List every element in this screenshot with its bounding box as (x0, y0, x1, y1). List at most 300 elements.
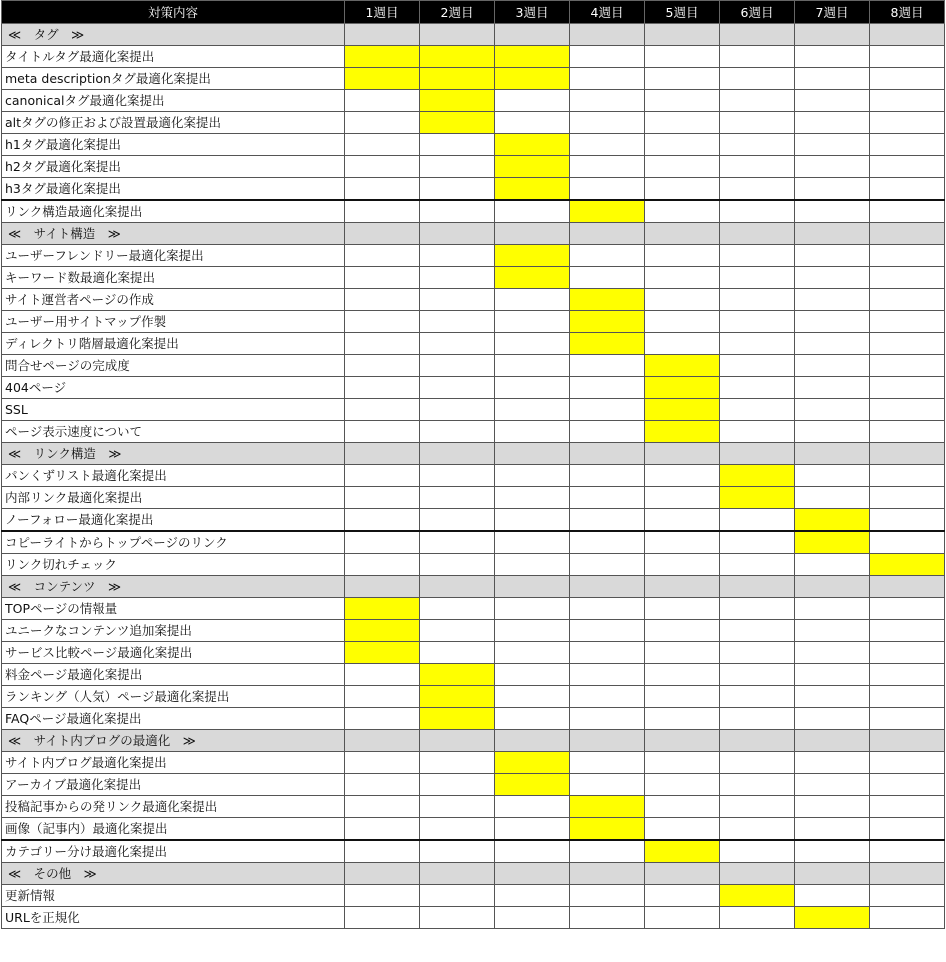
week-cell (645, 112, 720, 134)
task-label: パンくずリスト最適化案提出 (2, 465, 345, 487)
scheduled-week-cell (720, 487, 795, 509)
section-row (2, 576, 945, 598)
section-label: ≪ サイト内ブログの最適化 ≫ (2, 730, 345, 752)
task-row (2, 200, 945, 223)
week-cell (870, 642, 945, 664)
week-cell (870, 421, 945, 443)
week-cell (720, 377, 795, 399)
week-cell (870, 620, 945, 642)
scheduled-week-cell (645, 840, 720, 863)
week-cell (495, 686, 570, 708)
week-cell (420, 487, 495, 509)
week-cell (720, 509, 795, 532)
week-cell (570, 465, 645, 487)
week-cell (870, 134, 945, 156)
week-cell (495, 200, 570, 223)
week-cell (645, 863, 720, 885)
week-cell (645, 245, 720, 267)
task-row (2, 267, 945, 289)
task-row (2, 355, 945, 377)
week-cell (345, 531, 420, 554)
week-cell (420, 156, 495, 178)
task-label: URLを正規化 (2, 907, 345, 929)
week-cell (420, 399, 495, 421)
week-cell (795, 642, 870, 664)
scheduled-week-cell (795, 907, 870, 929)
week-cell (720, 112, 795, 134)
week-cell (870, 112, 945, 134)
task-row (2, 642, 945, 664)
task-label: 内部リンク最適化案提出 (2, 487, 345, 509)
week-cell (645, 686, 720, 708)
scheduled-week-cell (420, 68, 495, 90)
week-cell (570, 443, 645, 465)
task-label: 料金ページ最適化案提出 (2, 664, 345, 686)
week-cell (345, 774, 420, 796)
week-cell (570, 509, 645, 532)
week-cell (645, 267, 720, 289)
scheduled-week-cell (570, 311, 645, 333)
task-row (2, 818, 945, 841)
week-cell (645, 46, 720, 68)
week-cell (795, 576, 870, 598)
section-label: ≪ コンテンツ ≫ (2, 576, 345, 598)
task-row (2, 333, 945, 355)
week-cell (345, 134, 420, 156)
week-cell (795, 289, 870, 311)
week-cell (720, 554, 795, 576)
week-cell (420, 443, 495, 465)
week-cell (720, 134, 795, 156)
week-cell (495, 863, 570, 885)
week-cell (645, 642, 720, 664)
week-cell (495, 708, 570, 730)
task-label: SSL (2, 399, 345, 421)
task-label: サービス比較ページ最適化案提出 (2, 642, 345, 664)
week-cell (420, 554, 495, 576)
week-cell (570, 377, 645, 399)
week-cell (645, 333, 720, 355)
scheduled-week-cell (645, 399, 720, 421)
week-cell (570, 156, 645, 178)
week-cell (870, 509, 945, 532)
week-cell (570, 46, 645, 68)
week-cell (495, 487, 570, 509)
week-cell (795, 686, 870, 708)
week-cell (795, 355, 870, 377)
task-label: ユーザー用サイトマップ作製 (2, 311, 345, 333)
week-cell (795, 796, 870, 818)
task-row (2, 774, 945, 796)
week-cell (870, 907, 945, 929)
week-cell (870, 355, 945, 377)
week-cell (645, 885, 720, 907)
week-cell (645, 664, 720, 686)
week-cell (720, 200, 795, 223)
week-cell (870, 289, 945, 311)
week-cell (570, 68, 645, 90)
week-cell (345, 289, 420, 311)
week-cell (495, 664, 570, 686)
week-cell (345, 223, 420, 245)
week-cell (570, 686, 645, 708)
task-label: リンク構造最適化案提出 (2, 200, 345, 223)
week-cell (420, 796, 495, 818)
week-cell (420, 421, 495, 443)
week-cell (345, 708, 420, 730)
task-label: TOPページの情報量 (2, 598, 345, 620)
week-cell (720, 311, 795, 333)
header-week-2: 2週目 (420, 1, 495, 24)
week-cell (345, 796, 420, 818)
week-cell (720, 333, 795, 355)
week-cell (870, 752, 945, 774)
week-cell (495, 421, 570, 443)
week-cell (795, 620, 870, 642)
schedule-body (2, 24, 945, 929)
week-cell (495, 443, 570, 465)
scheduled-week-cell (570, 796, 645, 818)
week-cell (795, 46, 870, 68)
week-cell (645, 554, 720, 576)
task-label: 画像（記事内）最適化案提出 (2, 818, 345, 841)
scheduled-week-cell (795, 531, 870, 554)
week-cell (345, 267, 420, 289)
week-cell (870, 178, 945, 201)
week-cell (870, 686, 945, 708)
week-cell (645, 223, 720, 245)
task-label: タイトルタグ最適化案提出 (2, 46, 345, 68)
week-cell (720, 620, 795, 642)
week-cell (345, 907, 420, 929)
week-cell (570, 90, 645, 112)
header-week-7: 7週目 (795, 1, 870, 24)
week-cell (645, 24, 720, 46)
week-cell (420, 289, 495, 311)
week-cell (645, 818, 720, 841)
week-cell (495, 642, 570, 664)
week-cell (345, 24, 420, 46)
week-cell (420, 598, 495, 620)
week-cell (495, 840, 570, 863)
week-cell (345, 112, 420, 134)
week-cell (420, 752, 495, 774)
week-cell (570, 531, 645, 554)
task-label: ページ表示速度について (2, 421, 345, 443)
week-cell (795, 465, 870, 487)
scheduled-week-cell (870, 554, 945, 576)
week-cell (870, 818, 945, 841)
week-cell (420, 465, 495, 487)
task-label: ディレクトリ階層最適化案提出 (2, 333, 345, 355)
week-cell (795, 156, 870, 178)
scheduled-week-cell (420, 46, 495, 68)
week-cell (495, 333, 570, 355)
week-cell (870, 333, 945, 355)
week-cell (720, 840, 795, 863)
task-row (2, 90, 945, 112)
week-cell (795, 840, 870, 863)
week-cell (345, 752, 420, 774)
week-cell (795, 399, 870, 421)
week-cell (420, 267, 495, 289)
week-cell (345, 730, 420, 752)
header-week-6: 6週目 (720, 1, 795, 24)
week-cell (570, 355, 645, 377)
week-cell (645, 576, 720, 598)
week-cell (420, 642, 495, 664)
task-label: アーカイブ最適化案提出 (2, 774, 345, 796)
week-cell (495, 885, 570, 907)
week-cell (720, 907, 795, 929)
week-cell (345, 200, 420, 223)
week-cell (720, 245, 795, 267)
week-cell (570, 752, 645, 774)
week-cell (645, 509, 720, 532)
week-cell (870, 598, 945, 620)
week-cell (870, 90, 945, 112)
week-cell (720, 531, 795, 554)
scheduled-week-cell (420, 112, 495, 134)
scheduled-week-cell (495, 267, 570, 289)
week-cell (570, 730, 645, 752)
task-row (2, 156, 945, 178)
section-label: ≪ その他 ≫ (2, 863, 345, 885)
week-cell (795, 752, 870, 774)
week-cell (720, 443, 795, 465)
week-cell (345, 333, 420, 355)
week-cell (720, 642, 795, 664)
week-cell (720, 90, 795, 112)
task-label: h3タグ最適化案提出 (2, 178, 345, 201)
header-week-3: 3週目 (495, 1, 570, 24)
week-cell (570, 554, 645, 576)
week-cell (495, 907, 570, 929)
week-cell (720, 355, 795, 377)
task-row (2, 907, 945, 929)
week-cell (420, 818, 495, 841)
week-cell (720, 863, 795, 885)
week-cell (495, 223, 570, 245)
week-cell (645, 752, 720, 774)
seo-schedule-table (1, 0, 945, 929)
week-cell (345, 377, 420, 399)
week-cell (495, 90, 570, 112)
scheduled-week-cell (570, 818, 645, 841)
week-cell (495, 531, 570, 554)
week-cell (420, 509, 495, 532)
week-cell (420, 531, 495, 554)
week-cell (870, 24, 945, 46)
task-row (2, 487, 945, 509)
week-cell (645, 620, 720, 642)
scheduled-week-cell (495, 774, 570, 796)
task-row (2, 840, 945, 863)
week-cell (420, 730, 495, 752)
task-row (2, 796, 945, 818)
task-row (2, 399, 945, 421)
week-cell (420, 840, 495, 863)
task-row (2, 509, 945, 532)
week-cell (645, 774, 720, 796)
section-row (2, 223, 945, 245)
task-label: ノーフォロー最適化案提出 (2, 509, 345, 532)
week-cell (570, 774, 645, 796)
task-row (2, 554, 945, 576)
scheduled-week-cell (570, 333, 645, 355)
week-cell (720, 223, 795, 245)
week-cell (345, 664, 420, 686)
scheduled-week-cell (495, 134, 570, 156)
week-cell (495, 399, 570, 421)
scheduled-week-cell (420, 90, 495, 112)
week-cell (645, 708, 720, 730)
week-cell (420, 885, 495, 907)
task-row (2, 664, 945, 686)
scheduled-week-cell (720, 465, 795, 487)
week-cell (645, 487, 720, 509)
week-cell (720, 752, 795, 774)
week-cell (420, 355, 495, 377)
task-label: ユーザーフレンドリー最適化案提出 (2, 245, 345, 267)
task-label: h2タグ最適化案提出 (2, 156, 345, 178)
task-label: canonicalタグ最適化案提出 (2, 90, 345, 112)
task-label: ランキング（人気）ページ最適化案提出 (2, 686, 345, 708)
week-cell (495, 112, 570, 134)
week-cell (870, 885, 945, 907)
week-cell (795, 223, 870, 245)
task-label: カテゴリー分け最適化案提出 (2, 840, 345, 863)
week-cell (345, 686, 420, 708)
week-cell (345, 355, 420, 377)
week-cell (345, 509, 420, 532)
week-cell (795, 112, 870, 134)
week-cell (570, 223, 645, 245)
scheduled-week-cell (345, 642, 420, 664)
week-cell (420, 311, 495, 333)
week-cell (420, 245, 495, 267)
week-cell (870, 267, 945, 289)
week-cell (420, 24, 495, 46)
scheduled-week-cell (420, 686, 495, 708)
week-cell (870, 245, 945, 267)
week-cell (870, 487, 945, 509)
week-cell (645, 598, 720, 620)
task-row (2, 311, 945, 333)
task-row (2, 178, 945, 201)
week-cell (870, 443, 945, 465)
week-cell (420, 377, 495, 399)
task-row (2, 377, 945, 399)
section-row (2, 24, 945, 46)
header-week-4: 4週目 (570, 1, 645, 24)
task-row (2, 598, 945, 620)
week-cell (570, 245, 645, 267)
week-cell (495, 355, 570, 377)
week-cell (345, 90, 420, 112)
week-cell (645, 200, 720, 223)
week-cell (570, 664, 645, 686)
week-cell (795, 377, 870, 399)
task-label: altタグの修正および設置最適化案提出 (2, 112, 345, 134)
scheduled-week-cell (420, 664, 495, 686)
week-cell (720, 664, 795, 686)
week-cell (495, 509, 570, 532)
week-cell (495, 796, 570, 818)
task-label: h1タグ最適化案提出 (2, 134, 345, 156)
week-cell (870, 708, 945, 730)
week-cell (720, 576, 795, 598)
week-cell (495, 311, 570, 333)
week-cell (795, 443, 870, 465)
scheduled-week-cell (645, 355, 720, 377)
scheduled-week-cell (345, 46, 420, 68)
week-cell (645, 178, 720, 201)
header-row (2, 1, 945, 24)
week-cell (795, 664, 870, 686)
week-cell (570, 267, 645, 289)
task-label: コピーライトからトップページのリンク (2, 531, 345, 554)
scheduled-week-cell (495, 752, 570, 774)
week-cell (720, 818, 795, 841)
week-cell (870, 840, 945, 863)
scheduled-week-cell (795, 509, 870, 532)
week-cell (795, 554, 870, 576)
scheduled-week-cell (495, 68, 570, 90)
week-cell (420, 178, 495, 201)
week-cell (645, 465, 720, 487)
scheduled-week-cell (420, 708, 495, 730)
week-cell (420, 134, 495, 156)
scheduled-week-cell (570, 289, 645, 311)
week-cell (720, 156, 795, 178)
week-cell (720, 774, 795, 796)
week-cell (495, 289, 570, 311)
week-cell (795, 885, 870, 907)
week-cell (795, 421, 870, 443)
week-cell (345, 840, 420, 863)
week-cell (645, 907, 720, 929)
week-cell (345, 885, 420, 907)
week-cell (795, 598, 870, 620)
week-cell (870, 311, 945, 333)
week-cell (570, 112, 645, 134)
week-cell (570, 421, 645, 443)
task-row (2, 752, 945, 774)
task-row (2, 620, 945, 642)
task-label: FAQページ最適化案提出 (2, 708, 345, 730)
task-row (2, 46, 945, 68)
week-cell (795, 267, 870, 289)
scheduled-week-cell (495, 245, 570, 267)
week-cell (720, 24, 795, 46)
scheduled-week-cell (345, 598, 420, 620)
week-cell (720, 68, 795, 90)
week-cell (795, 730, 870, 752)
week-cell (345, 245, 420, 267)
task-row (2, 708, 945, 730)
week-cell (345, 178, 420, 201)
week-cell (570, 487, 645, 509)
week-cell (495, 598, 570, 620)
section-label: ≪ リンク構造 ≫ (2, 443, 345, 465)
task-label: ユニークなコンテンツ追加案提出 (2, 620, 345, 642)
task-row (2, 134, 945, 156)
week-cell (795, 774, 870, 796)
week-cell (570, 399, 645, 421)
section-row (2, 443, 945, 465)
scheduled-week-cell (495, 46, 570, 68)
